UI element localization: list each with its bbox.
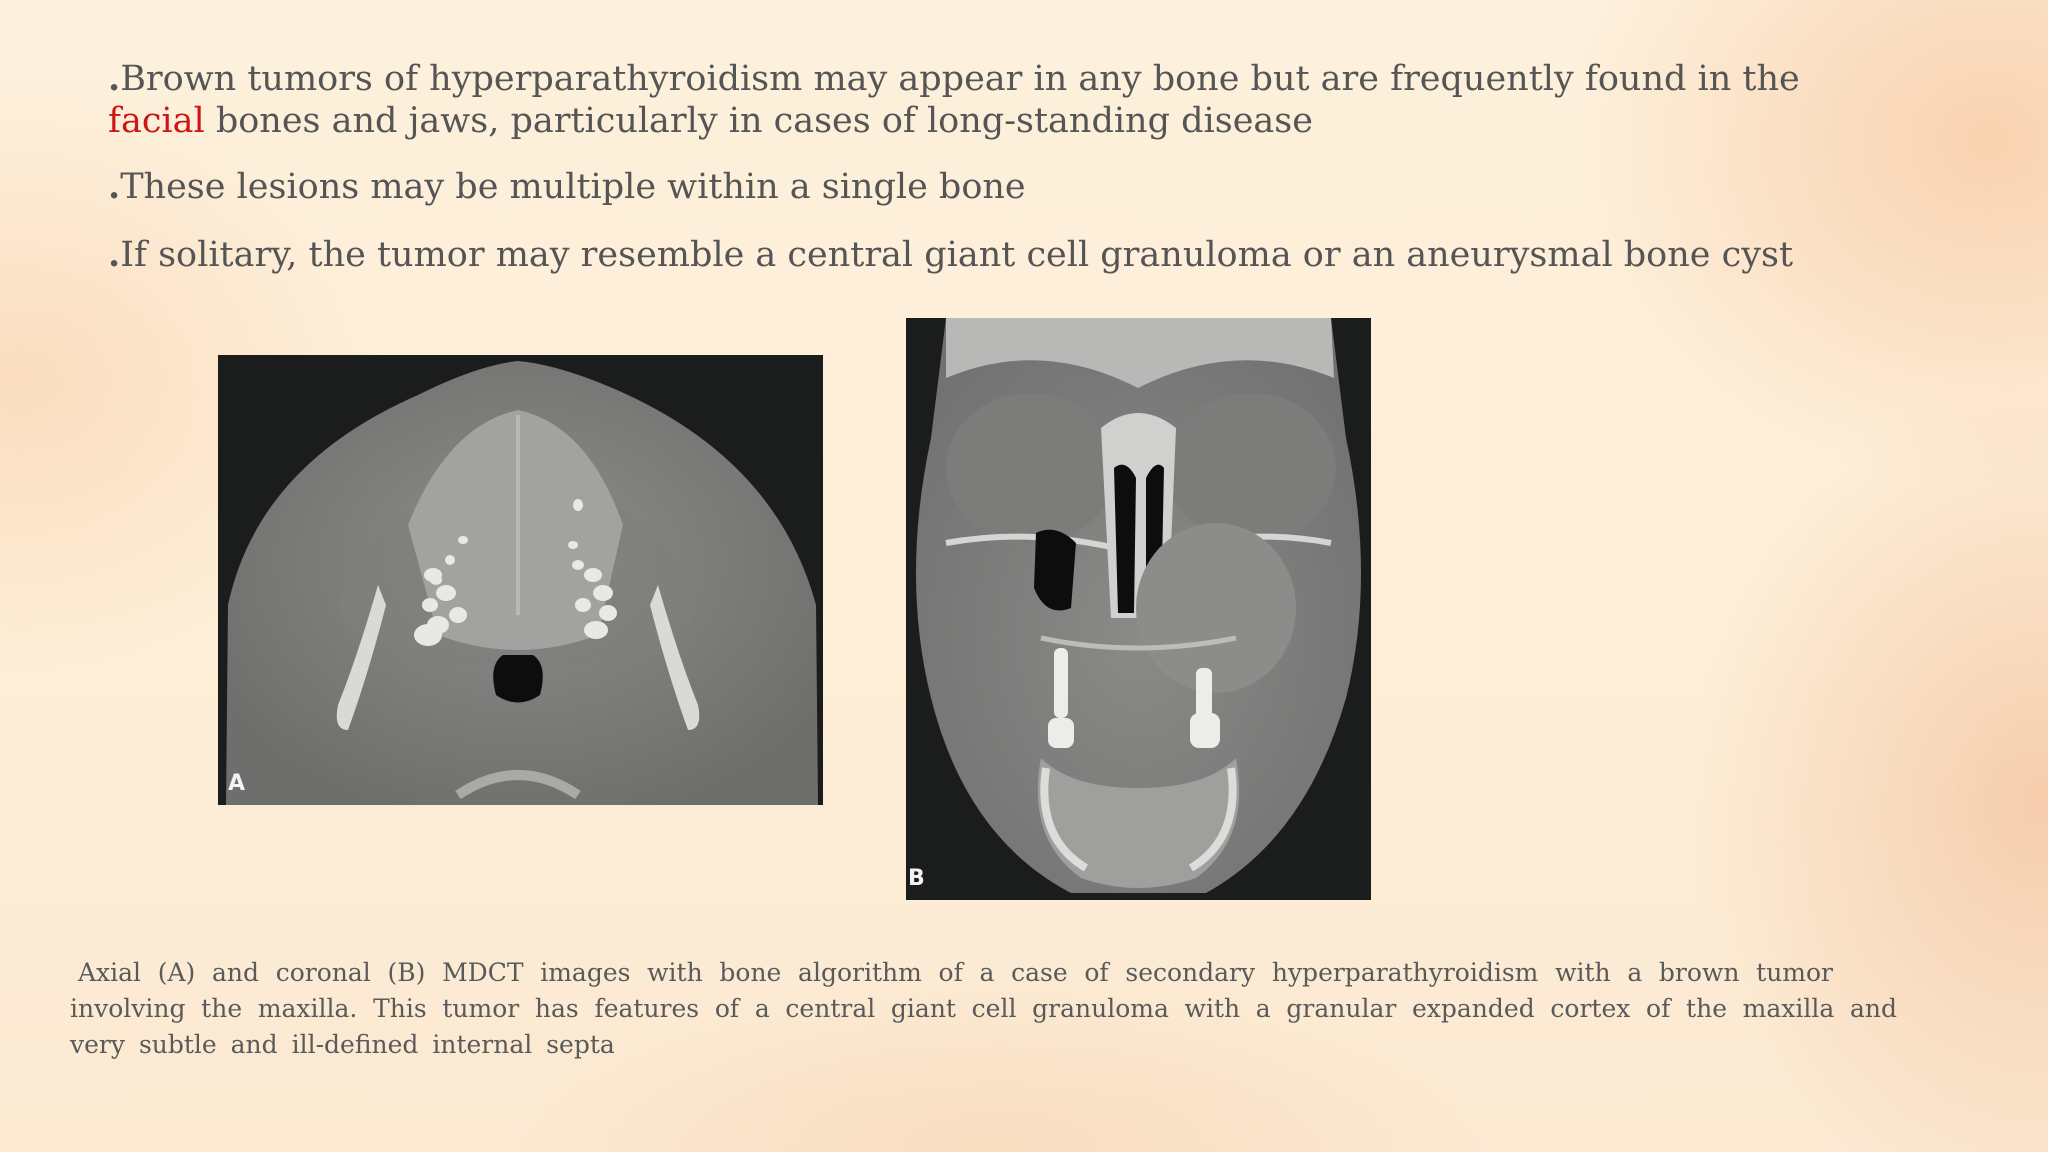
bullet-text: Brown tumors of hyperparathyroidism may appear in any bone but are frequently found in the [120,59,1800,99]
bullet-brown-tumors [108,58,1800,142]
caption-line-3: very subtle and ill-defined internal septa [70,1030,615,1059]
bullet-text: If solitary, the tumor may resemble a central giant cell granuloma or an aneurysmal bone cyst [120,235,1794,275]
panel-label-b: B [908,866,925,891]
bullet-multiple-lesions [108,166,1026,208]
coronal-ct-drawing [906,318,1371,900]
bullet-text: These lesions may be multiple within a single bone [120,167,1026,207]
bullet-solitary-tumor [108,234,1793,276]
bullet-dot: . [108,234,121,275]
axial-ct-drawing [218,355,823,805]
caption-line-1: Axial (A) and coronal (B) MDCT images with bone algorithm of a case of secondary hyperparathyroidism with a brown tumor [78,958,1833,987]
caption-line-2: involving the maxilla. This tumor has features of a central giant cell granuloma with a granular expanded cortex of the maxilla and [70,994,1897,1023]
highlight-word: facial [108,101,205,141]
coronal-ct-image [906,318,1371,900]
bullet-line-2 [108,100,1800,142]
bullet-text-rest: bones and jaws, particularly in cases of long-standing disease [204,101,1313,141]
axial-ct-image [218,355,823,805]
panel-label-a: A [228,771,246,796]
bullet-dot: . [108,58,121,99]
bullet-line-1 [108,58,1800,100]
bullet-dot: . [108,166,121,207]
